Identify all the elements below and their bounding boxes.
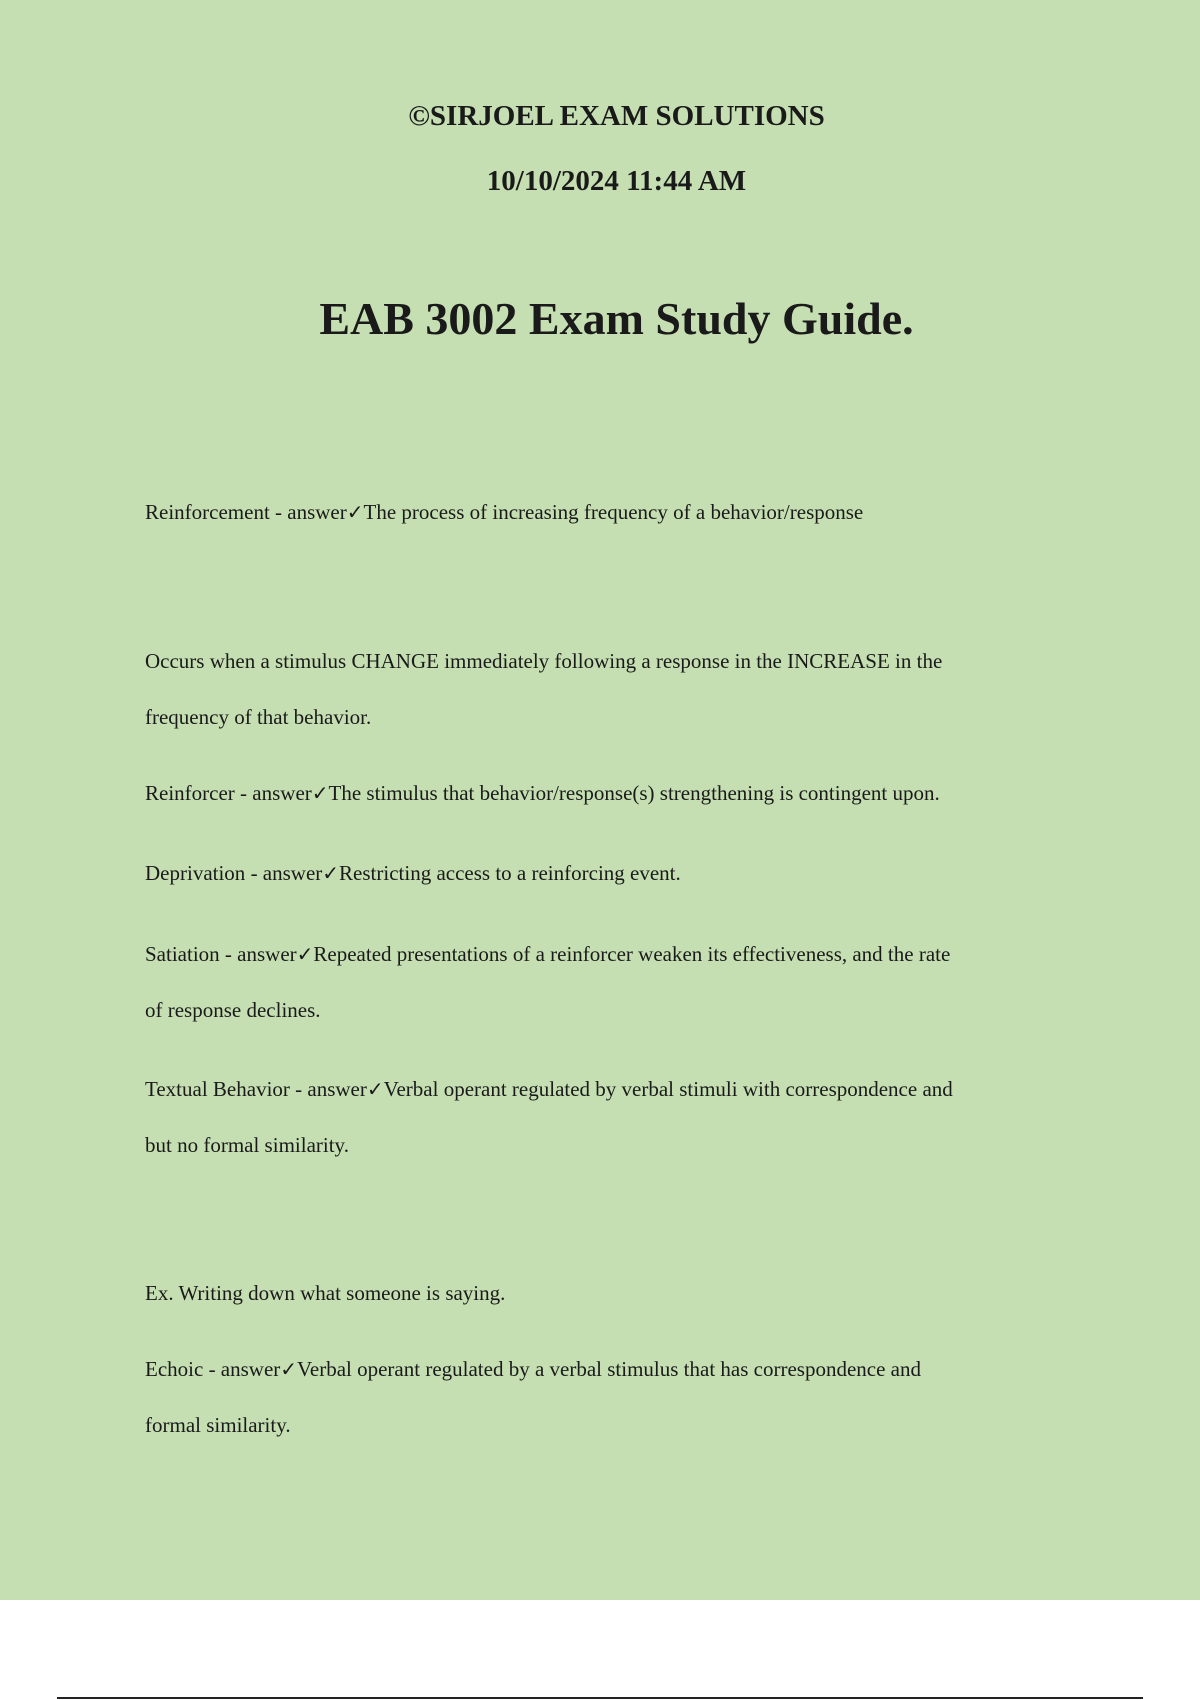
- checkmark-icon: ✓: [280, 1357, 298, 1381]
- entry-deprivation: [145, 845, 1095, 901]
- entry-term: Reinforcement: [145, 500, 270, 524]
- entry-term: Deprivation: [145, 861, 246, 885]
- entry-term: Echoic: [145, 1357, 204, 1381]
- entry-separator: - answer: [219, 942, 297, 966]
- checkmark-icon: ✓: [296, 942, 314, 966]
- checkmark-icon: ✓: [346, 500, 364, 524]
- entry-definition: Verbal operant regulated by verbal stimuli with correspondence and: [383, 1077, 953, 1101]
- document-datetime: 10/10/2024 11:44 AM: [486, 165, 747, 197]
- entry-definition: The process of increasing frequency of a behavior/response: [363, 500, 864, 524]
- footer-divider: [57, 1697, 1143, 1699]
- entry-echoic: [145, 1341, 1095, 1453]
- entry-definition: The stimulus that behavior/response(s) strengthening is contingent upon.: [328, 781, 940, 805]
- entry-reinforcer: [145, 765, 1095, 821]
- entry-separator: - answer: [245, 861, 323, 885]
- company-header: ©SIRJOEL EXAM SOLUTIONS: [408, 100, 825, 132]
- entry-definition-continued: but no formal similarity.: [145, 1133, 349, 1157]
- entry-separator: - answer: [269, 500, 347, 524]
- entry-textual-behavior: [145, 1061, 1095, 1173]
- entry-separator: - answer: [203, 1357, 281, 1381]
- entry-term: Textual Behavior: [145, 1077, 290, 1101]
- entry-definition: Verbal operant regulated by a verbal stimulus that has correspondence and: [297, 1357, 921, 1381]
- entry-separator: - answer: [234, 781, 312, 805]
- checkmark-icon: ✓: [322, 861, 340, 885]
- checkmark-icon: ✓: [366, 1077, 384, 1101]
- page-title: EAB 3002 Exam Study Guide.: [319, 293, 914, 344]
- entry-definition: Restricting access to a reinforcing event.: [339, 861, 681, 885]
- entry-example: Ex. Writing down what someone is saying.: [145, 1281, 506, 1305]
- note-line: frequency of that behavior.: [145, 705, 372, 729]
- entry-satiation: [145, 926, 1095, 1038]
- checkmark-icon: ✓: [311, 781, 329, 805]
- entry-separator: - answer: [289, 1077, 367, 1101]
- entry-reinforcement: [145, 484, 1095, 540]
- entry-definition-continued: of response declines.: [145, 998, 321, 1022]
- entry-term: Satiation: [145, 942, 220, 966]
- entry-term: Reinforcer: [145, 781, 235, 805]
- entry-reinforcement-note: [145, 633, 1095, 745]
- entry-definition-continued: formal similarity.: [145, 1413, 291, 1437]
- entry-definition: Repeated presentations of a reinforcer weaken its effectiveness, and the rate: [313, 942, 951, 966]
- note-line: Occurs when a stimulus CHANGE immediately following a response in the INCREASE in the: [145, 649, 943, 673]
